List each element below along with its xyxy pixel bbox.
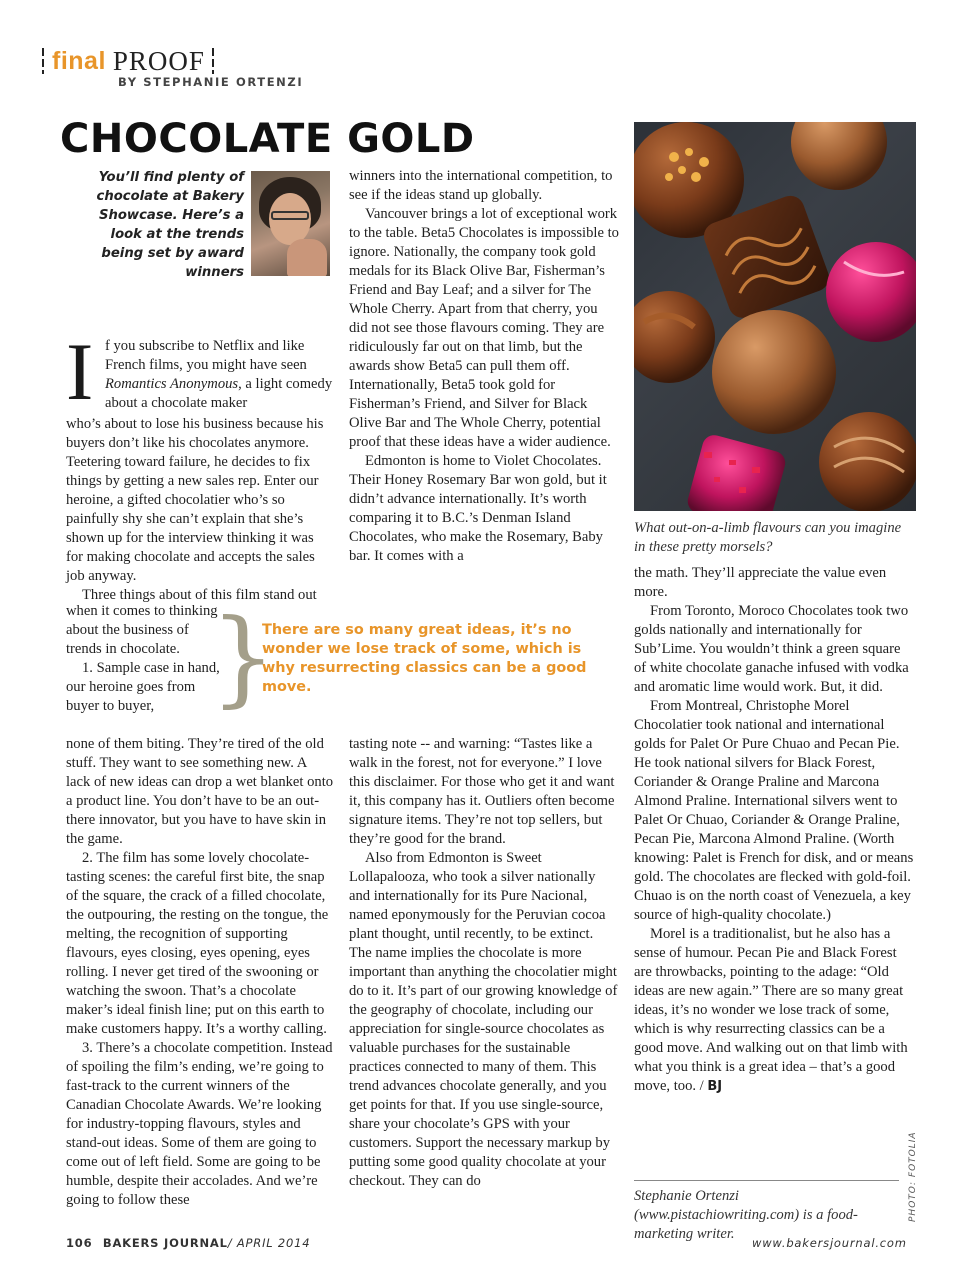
closing-text: Morel is a traditionalist, but he also has a sense of humour. Pecan Pie and Black Forest are throwbacks, pointing to the adage: “Old ideas are new again.” There are so many great ideas, it’s no wonder we lose track of some, which is why resurrecting classics can be a good move. And walking out on that limb with what you think is a great idea – that’s a good move, too. / [634, 926, 908, 1094]
column-3 [634, 564, 914, 1096]
drop-cap: I [66, 326, 94, 417]
paragraph: winners into the international competition, to see if the ideas stand up globally. [349, 168, 613, 203]
intro-text: f you subscribe to Netflix and like French films, you might have seen [105, 338, 307, 373]
paragraph: 1. Sample case in hand, our heroine goes from buyer to buyer, [66, 660, 220, 714]
photo-credit: PHOTO: FOTOLIA [908, 1131, 918, 1222]
bio-divider [634, 1180, 899, 1181]
column-2-top [349, 167, 619, 566]
column-1-top [66, 326, 334, 605]
paragraph: none of them biting. They’re tired of the old stuff. They want to see something new. A lack of new ideas can drop a wet blanket onto a product line. You don’t have to be an out-there innovator, but you have to have skin in the game. [66, 736, 334, 847]
paragraph: who’s about to lose his business because his buyers don’t like his chocolates anymore. Teetering toward failure, he decides to fix things by getting a new sales rep. Enter our heroine, a gifted chocolatier who’s so painfully shy she can’t explain that she’s shown up for the interview thinking it was for making chocolate and accepts the sales job anyway. [66, 416, 324, 584]
column-2-bottom [349, 735, 619, 1191]
author-bio: Stephanie Ortenzi (www.pistachiowriting.com) is a food-marketing writer. [634, 1188, 858, 1242]
header-right-bar [212, 48, 214, 74]
paragraph: Edmonton is home to Violet Chocolates. Their Honey Rosemary Bar won gold, but it didn’t advance internationally. It’s worth comparing it to B.C.’s Denman Island Chocolates, who make the Rosemary, Baby bar. It comes with a [349, 453, 607, 564]
paragraph: 2. The film has some lovely chocolate-tasting scenes: the careful first bite, the snap of the square, the crack of a filled chocolate, the outpouring, the resting on the tongue, the melting, the recognition of supporting flavours, eyes closing, eyes opening, eyes rolling. I never get tired of the swooning or watching the swoon. That’s a chocolate maker’s ideal finish line; put on this earth to make customers happy. It’s a worthy calling. [66, 850, 329, 1037]
footer-left [66, 1236, 310, 1250]
issue-date: / APRIL 2014 [227, 1236, 311, 1250]
pull-quote: There are so many great ideas, it’s no wonder we lose track of some, which is why resurrecting classics can be a good move. [262, 622, 587, 695]
film-title: Romantics Anonymous [105, 376, 239, 392]
intro-lines [105, 337, 334, 415]
photo-caption: What out-on-a-limb flavours can you imagine in these pretty morsels? [634, 520, 902, 555]
author-photo [251, 171, 330, 276]
paragraph: Three things about of this film stand out [82, 587, 317, 603]
article-deck: You’ll find plenty of chocolate at Bakery Showcase. Here’s a look at the trends being set by award winners [96, 170, 244, 280]
paragraph: tasting note -- and warning: “Tastes like a walk in the forest, not for everyone.” I love this disclaimer. For those who get it and want it, this company has it. Outliers often become signature items. They’re not top sellers, but they’re good for the brand. [349, 736, 615, 847]
paragraph: From Toronto, Moroco Chocolates took two golds nationally and internationally for Sub’Lime. You wouldn’t think a green square of white chocolate ganache infused with vodka and aromatic lime would work. But, it did. [634, 603, 909, 695]
intro-text-rest: , a light comedy about a chocolate maker [105, 376, 333, 411]
paragraph: the math. They’ll appreciate the value even more. [634, 565, 887, 600]
paragraph [634, 925, 914, 1096]
byline: BY STEPHANIE ORTENZI [118, 75, 304, 89]
magazine-name: BAKERS JOURNAL [102, 1236, 228, 1250]
column-1-bottom [66, 735, 334, 1210]
paragraph: 3. There’s a chocolate competition. Instead of spoiling the film’s ending, we’re going to fast-track to the current winners of the Canadian Chocolate Awards. We’re looking for industry-topping flavours, styles and stand-out ideas. Some of them are going to come out of left field. Some are going to be humble, despite their accolades. And we’re going to follow these [66, 1040, 333, 1208]
header-left-bar [42, 48, 44, 74]
column-1-narrow [66, 602, 226, 716]
website-link[interactable]: www.bakersjournal.com [752, 1236, 907, 1250]
paragraph: Vancouver brings a lot of exceptional work to the table. Beta5 Chocolates is impossible to ignore. Nationally, the company took gold medals for its Black Olive Bar, Fisherman’s Friend and Bay Leaf; and a silver for The Whole Cherry. Apart from that cherry, you did not see those flavours coming. They are ridiculously far out on that limb, but the awards show Beta5 can pull them off. Internationally, Beta5 took gold for Fisherman’s Friend, and Silver for Black Olive Bar and The Whole Cherry, potential proof that these ideas have a wider audience. [349, 206, 619, 450]
author-hand-shape [287, 239, 327, 276]
paragraph: From Montreal, Christophe Morel Chocolatier took national and international golds for Palet Or Pure Chuao and Pecan Pie. He took national silvers for Black Forest, Coriander & Orange Praline and Marcona Almond Praline. International silvers went to Palet Or Chuao, Coriander & Orange Praline, Pecan Pie, Marcona Almond Praline. (Worth knowing: Palet is French for disk, and or means gold. The chocolates are flecked with gold-foil. Chuao is on the north coast of Venezuela, a key source of high-quality chocolate.) [634, 698, 914, 923]
section-header [42, 44, 214, 78]
paragraph: when it comes to thinking about the business of trends in chocolate. [66, 603, 218, 657]
pullquote-brace-icon: } [210, 596, 277, 718]
chocolate-illustration [634, 122, 916, 511]
paragraph: Also from Edmonton is Sweet Lollapalooza, who took a silver nationally and internationally for its Pure Nacional, named eponymously for the Peruvian cocoa plant thought, until recently, to be extinct. The name implies the chocolate is more important than anything the chocolatier might do to it. It’s part of our growing knowledge of the geography of chocolate, including our appreciation for single-source chocolates as valuable purchases for the sustainable practices connected to many of them. This trend advances chocolate generally, and you get points for that. If you use single-source, share your chocolate’s GPS with your customers. Support the necessary markup by putting some good quality chocolate at your checkout. They can do [349, 850, 618, 1189]
page-number: 106 [66, 1236, 93, 1250]
chocolate-photo [634, 122, 916, 511]
section-label-final: final [52, 46, 106, 75]
signoff: BJ [707, 1079, 723, 1094]
dropcap-row [66, 326, 334, 417]
article-title: CHOCOLATE GOLD [60, 116, 475, 162]
author-glasses-shape [271, 211, 309, 220]
section-label-proof: PROOF [112, 45, 205, 76]
